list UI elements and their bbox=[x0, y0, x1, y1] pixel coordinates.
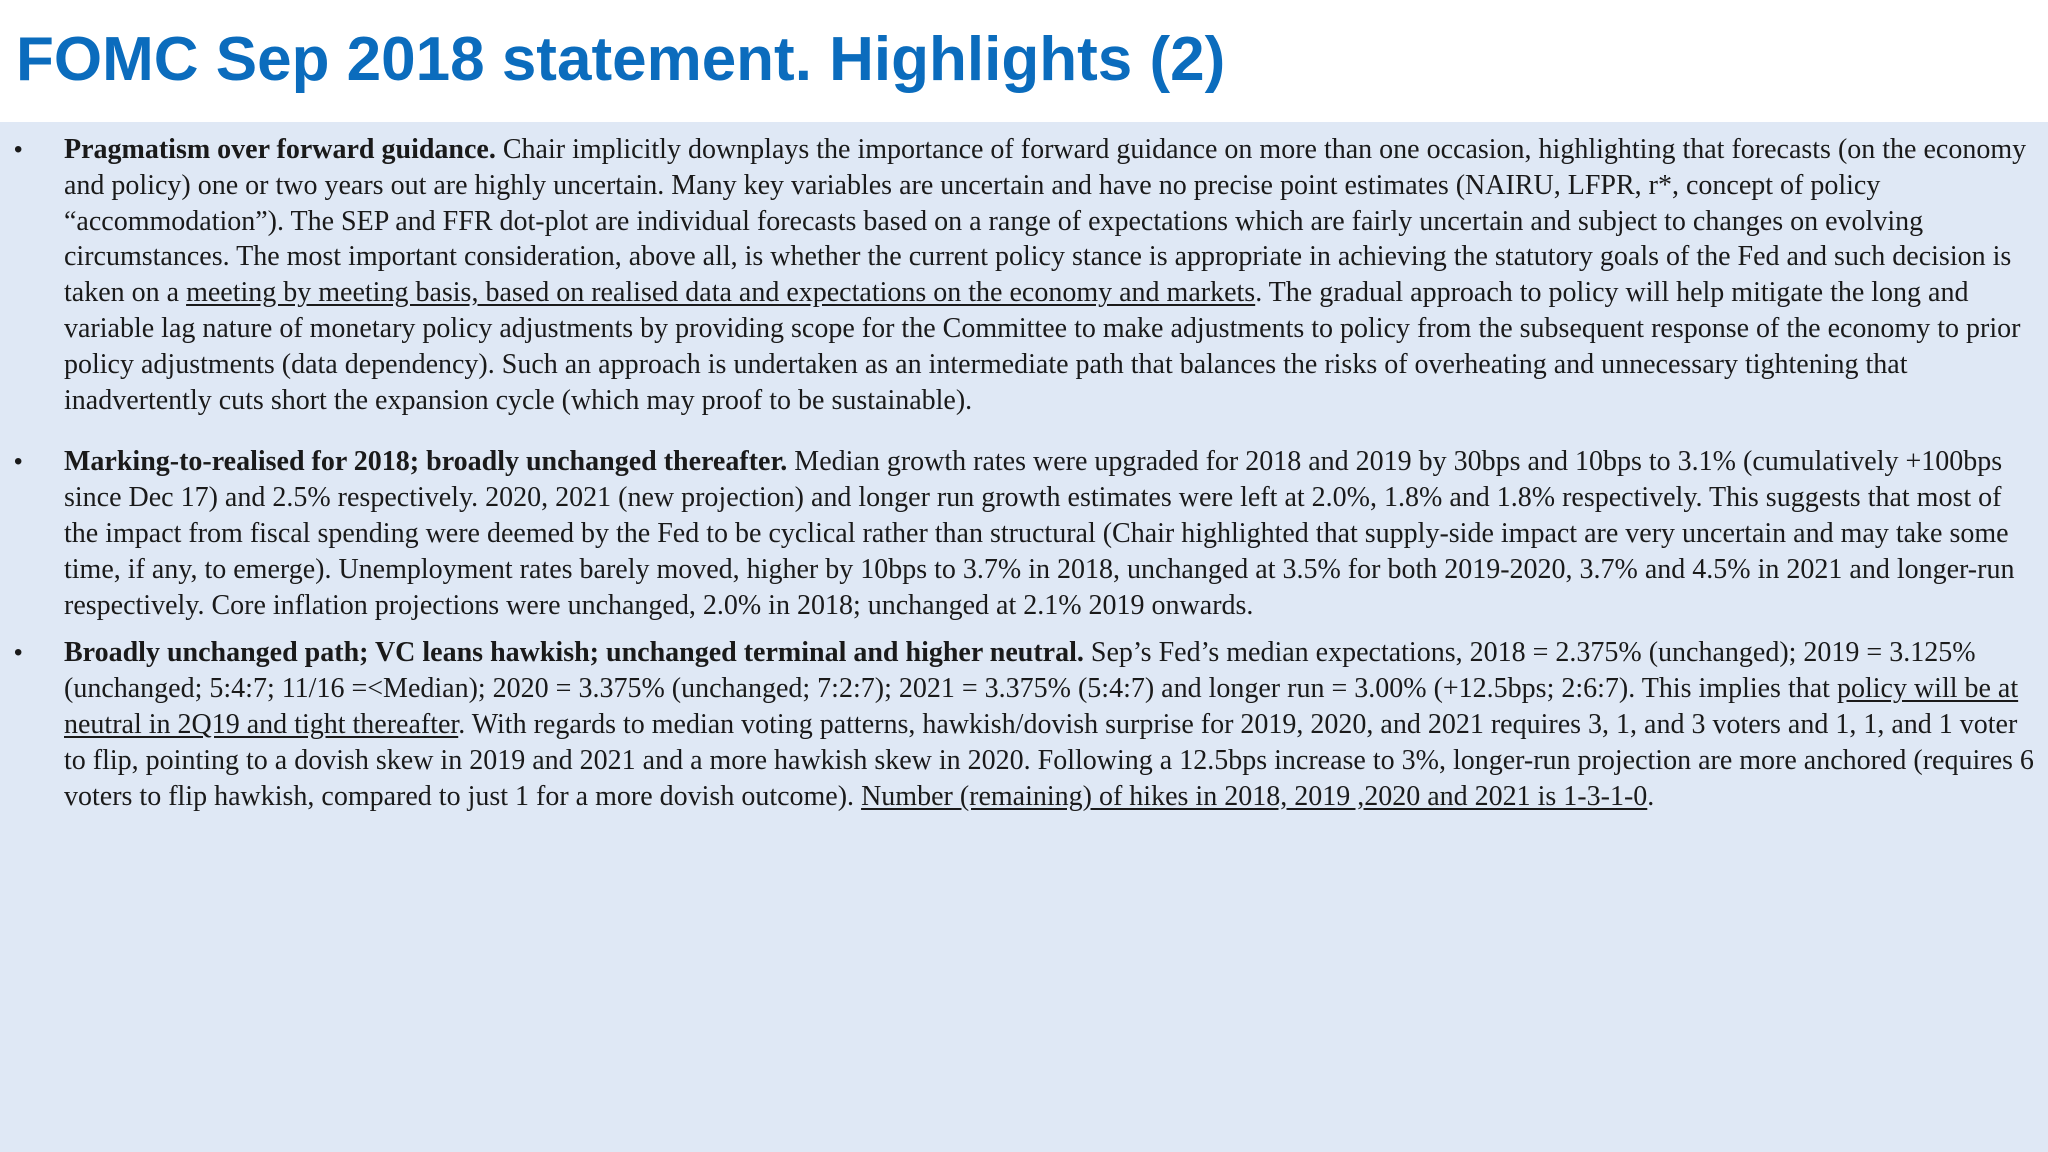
title-bar bbox=[0, 0, 2048, 122]
bullet-marker: • bbox=[14, 136, 23, 163]
bullet-text: Median growth rates were upgraded for 2018 and 2019 by 30bps and 10bps to 3.1% (cumulatively +100bps since Dec 17) and 2.5% respectively. 2020, 2021 (new projection) and longer run growth estimates were left at 2.0%, 1.8% and 1.8% respectively. This suggests that most of the impact from fiscal spending were deemed by the Fed to be cyclical rather than structural (Chair highlighted that supply-side impact are very uncertain and may take some time, if any, to emerge). Unemployment rates barely moved, higher by 10bps to 3.7% in 2018, unchanged at 3.5% for both 2019-2020, 3.7% and 4.5% in 2021 and longer-run respectively. Core inflation projections were unchanged, 2.0% in 2018; unchanged at 2.1% 2019 onwards. bbox=[64, 446, 2015, 621]
bullet-text: . With regards to median voting patterns, hawkish/dovish surprise for 2019, 2020, and 2021 requires 3, 1, and 3 voters and 1, 1, and 1 voter to flip, pointing to a dovish skew in 2019 and 2021 and a more hawkish skew in 2020. Following a 12.5bps increase to 3%, longer-run projection are more anchored (requires 6 voters to flip hawkish, compared to just 1 for a more dovish outcome). bbox=[64, 708, 2034, 812]
bullet-marker: • bbox=[14, 448, 23, 476]
slide-title: FOMC Sep 2018 statement. Highlights (2) bbox=[16, 25, 1226, 94]
bullet-list bbox=[0, 132, 2048, 814]
bullet-text: . The gradual approach to policy will help mitigate the long and variable lag nature of monetary policy adjustments by providing scope for the Committee to make adjustments to policy from the subsequent response of the economy to prior policy adjustments (data dependency). Such an approach is undertaken as an intermediate path that balances the risks of overheating and unnecessary tightening that inadvertently cuts short the expansion cycle (which may proof to be sustainable). bbox=[64, 277, 2021, 416]
bullet-unchanged-path bbox=[0, 635, 2048, 814]
bullet-marker: • bbox=[14, 639, 23, 667]
bullet-text: . bbox=[1647, 780, 1655, 812]
bullet-heading: Pragmatism over forward guidance. bbox=[64, 134, 496, 165]
bullet-text: Chair implicitly downplays the importance of forward guidance on more than one occasion, highlighting that forecasts (on the economy and policy) one or two years out are highly uncertain. Many key variables are uncertain and have no precise point estimates (NAIRU, LFPR, r*, concept of policy “accommodation”). The SEP and FFR dot-plot are individual forecasts based on a range of expectations which are fairly uncertain and subject to changes on evolving circumstances. The most important consideration, above all, is whether the current policy stance is appropriate in achieving the statutory goals of the Fed and such decision is taken on a bbox=[64, 134, 2027, 309]
bullet-heading: Broadly unchanged path; VC leans hawkish; unchanged terminal and higher neutral. bbox=[64, 637, 1084, 669]
bullet-heading: Marking-to-realised for 2018; broadly unchanged thereafter. bbox=[64, 446, 788, 478]
content-area bbox=[0, 122, 2048, 1152]
bullet-marking-to-realised bbox=[0, 444, 2048, 623]
underlined-text: Number (remaining) of hikes in 2018, 2019 ,2020 and 2021 is 1-3-1-0 bbox=[861, 780, 1648, 812]
underlined-text: policy will be at neutral in 2Q19 and tight thereafter bbox=[64, 673, 2019, 740]
bullet-text: Sep’s Fed’s median expectations, 2018 = 2.375% (unchanged); 2019 = 3.125% (unchanged; 5:4:7; 11/16 =<Median); 2020 = 3.375% (unchanged; 7:2:7); 2021 = 3.375% (5:4:7) and longer run = 3.00% (+12.5bps; 2:6:7). This implies that bbox=[64, 637, 1976, 705]
underlined-text: meeting by meeting basis, based on realised data and expectations on the economy and markets bbox=[186, 277, 1256, 309]
bullet-pragmatism bbox=[0, 132, 2048, 418]
